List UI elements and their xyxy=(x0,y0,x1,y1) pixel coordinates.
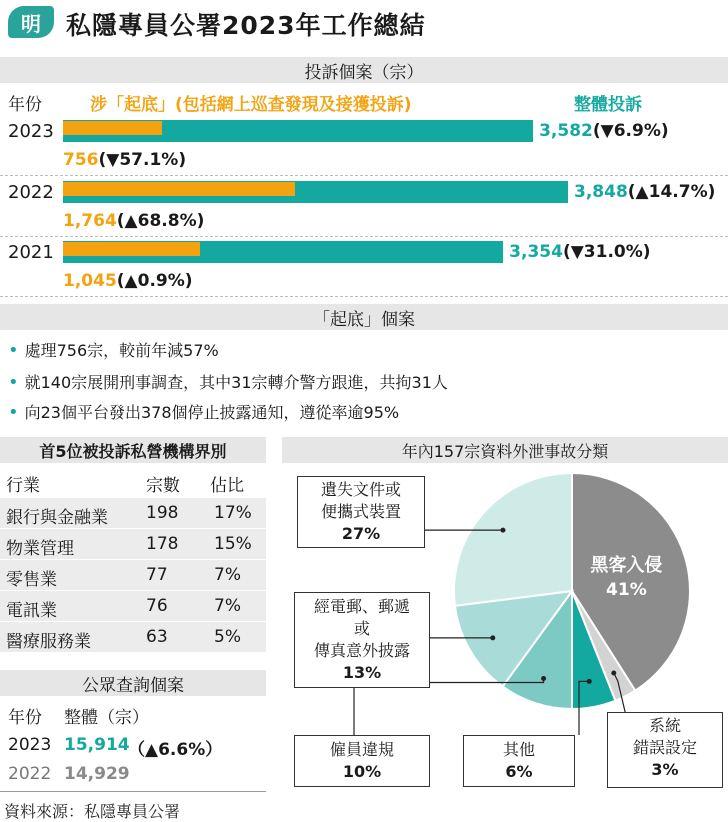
callout-other xyxy=(463,735,575,787)
callout-email-line1: 經電郵、郵遞 xyxy=(313,597,410,616)
doxx-section-title xyxy=(0,304,728,330)
callout-email-line3: 傳真意外披露 xyxy=(313,641,410,660)
pie-pct-hacking: 41% xyxy=(606,580,647,601)
doxx-value-2022: 1,764 xyxy=(63,211,117,231)
doxx-title-text: 「起底」個案 xyxy=(313,309,415,330)
table-cell-industry: 電訊業 xyxy=(6,601,57,621)
callout-other-label: 其他 xyxy=(502,740,535,759)
callout-email-line2: 或 xyxy=(353,619,370,638)
callout-staff xyxy=(294,735,430,787)
row-divider xyxy=(0,296,728,297)
complaints-title-text: 投訴個案（宗） xyxy=(304,62,424,83)
total-label-2021 xyxy=(509,242,650,262)
callout-sys xyxy=(607,712,723,788)
enq-divider xyxy=(0,791,266,792)
enquiries-title-text: 公眾查詢個案 xyxy=(82,675,184,696)
callout-lost-pct: 27% xyxy=(341,524,381,543)
top5-title-text: 首5位被投訴私營機構界別 xyxy=(39,441,227,461)
top5-section-title xyxy=(0,437,266,463)
total-label-2022 xyxy=(574,182,715,202)
callout-email-pct: 13% xyxy=(342,663,382,682)
bar-doxx-2022 xyxy=(63,182,295,196)
table-cell-industry: 物業管理 xyxy=(6,539,74,559)
doxx-bullet-3: • 向23個平台發出378個停止披露通知，遵從率逾95% xyxy=(8,402,400,423)
table-row xyxy=(0,591,266,621)
total-value-2021: 3,354 xyxy=(509,242,563,262)
bar-doxx-2023 xyxy=(63,121,162,135)
table-cell-count: 198 xyxy=(146,503,179,523)
doxx-value-2021: 1,045 xyxy=(63,271,117,291)
table-cell-count: 63 xyxy=(146,627,168,647)
callout-sys-line2: 錯誤設定 xyxy=(632,738,697,757)
callout-other-pct: 6% xyxy=(505,762,533,781)
table-row xyxy=(0,622,266,652)
table-row xyxy=(0,498,266,528)
callout-staff-pct: 10% xyxy=(342,762,382,781)
callout-lost-line2: 便攜式裝置 xyxy=(320,502,401,521)
table-cell-share: 15% xyxy=(214,534,252,554)
total-value-2023: 3,582 xyxy=(539,121,593,141)
leader-dot-3 xyxy=(541,676,546,681)
doxx-bullet-3-text: 向23個平台發出378個停止披露通知，遵從率逾95% xyxy=(24,403,400,422)
table-cell-share: 7% xyxy=(214,565,241,585)
total-change-2021: (▼31.0%) xyxy=(562,242,651,262)
leader-dot-5 xyxy=(500,528,505,533)
row-divider xyxy=(0,236,728,237)
total-change-2022: (▲14.7%) xyxy=(627,182,716,202)
top5-header-share: 佔比 xyxy=(210,476,244,496)
doxx-bullet-1: • 處理756宗，較前年減57% xyxy=(8,340,219,361)
doxx-label-2022 xyxy=(63,211,204,231)
pie-slice-5 xyxy=(454,473,572,606)
leader-dot-2 xyxy=(587,679,592,684)
pie-label-hacking: 黑客入侵 xyxy=(590,555,663,577)
table-cell-count: 178 xyxy=(146,534,179,554)
top5-header-count: 宗數 xyxy=(146,476,180,496)
year-label-2021: 2021 xyxy=(8,242,54,263)
doxx-bullet-2-text: 就140宗展開刑事調查，其中31宗轉介警方跟進，共拘31人 xyxy=(24,373,448,392)
enquiries-section-title xyxy=(0,670,266,696)
doxx-change-2022: (▲68.8%) xyxy=(116,211,205,231)
pie-title-text: 年內157宗資料外泄事故分類 xyxy=(401,441,609,461)
source-note: 資料來源：私隱專員公署 xyxy=(4,802,181,821)
year-label-2022: 2022 xyxy=(8,182,54,203)
col-year-header: 年份 xyxy=(8,95,42,115)
doxx-bullet-2: • 就140宗展開刑事調查，其中31宗轉介警方跟進，共拘31人 xyxy=(8,372,448,393)
bar-doxx-2021 xyxy=(63,242,200,256)
doxx-change-2021: (▲0.9%) xyxy=(116,271,193,291)
callout-staff-label: 僱員違規 xyxy=(329,740,394,759)
doxx-bullet-1-text: 處理756宗，較前年減57% xyxy=(24,341,219,360)
total-change-2023: (▼6.9%) xyxy=(592,121,669,141)
year-label-2023: 2023 xyxy=(8,121,54,142)
callout-email xyxy=(294,592,430,688)
leader-dot-1 xyxy=(611,671,616,676)
doxx-change-2023: (▼57.1%) xyxy=(98,150,187,170)
complaints-section-title xyxy=(0,57,728,83)
doxx-label-2021 xyxy=(63,271,193,291)
leader-dot-4 xyxy=(490,635,495,640)
newspaper-logo: 明 xyxy=(8,6,54,38)
top5-header-industry: 行業 xyxy=(6,476,40,496)
row-divider xyxy=(0,175,728,176)
doxx-value-2023: 756 xyxy=(63,150,99,170)
title-bar xyxy=(0,0,728,46)
table-cell-count: 77 xyxy=(146,565,168,585)
enq-row-2022-value: 14,929 xyxy=(64,764,130,784)
enq-col-total: 整體（宗） xyxy=(64,708,149,728)
total-label-2023 xyxy=(539,121,669,141)
enq-row-2023-year: 2023 xyxy=(8,735,52,755)
callout-lost-line1: 遺失文件或 xyxy=(320,480,401,499)
col-doxx-header: 涉「起底」(包括網上巡查發現及接獲投訴) xyxy=(90,95,412,115)
table-cell-count: 76 xyxy=(146,596,168,616)
callout-sys-line1: 系統 xyxy=(648,716,681,735)
enq-row-2022-year: 2022 xyxy=(8,764,52,784)
table-cell-industry: 銀行與金融業 xyxy=(6,508,108,528)
callout-lost xyxy=(297,476,425,548)
table-cell-share: 7% xyxy=(214,596,241,616)
table-row xyxy=(0,560,266,590)
table-cell-industry: 零售業 xyxy=(6,570,57,590)
table-cell-industry: 醫療服務業 xyxy=(6,632,91,652)
pie-section-title xyxy=(282,437,728,463)
table-cell-share: 5% xyxy=(214,627,241,647)
doxx-label-2023 xyxy=(63,150,186,170)
top5-header-row xyxy=(0,466,266,496)
col-total-header: 整體投訴 xyxy=(574,95,642,115)
enq-col-year: 年份 xyxy=(8,708,42,728)
total-value-2022: 3,848 xyxy=(574,182,628,202)
callout-sys-pct: 3% xyxy=(651,760,679,779)
table-row xyxy=(0,529,266,559)
page-title: 私隱專員公署2023年工作總結 xyxy=(66,11,426,40)
enq-row-2023-value: 15,914 xyxy=(64,735,130,755)
table-cell-share: 17% xyxy=(214,503,252,523)
enq-row-2023-change: （▲6.6%） xyxy=(128,740,223,760)
